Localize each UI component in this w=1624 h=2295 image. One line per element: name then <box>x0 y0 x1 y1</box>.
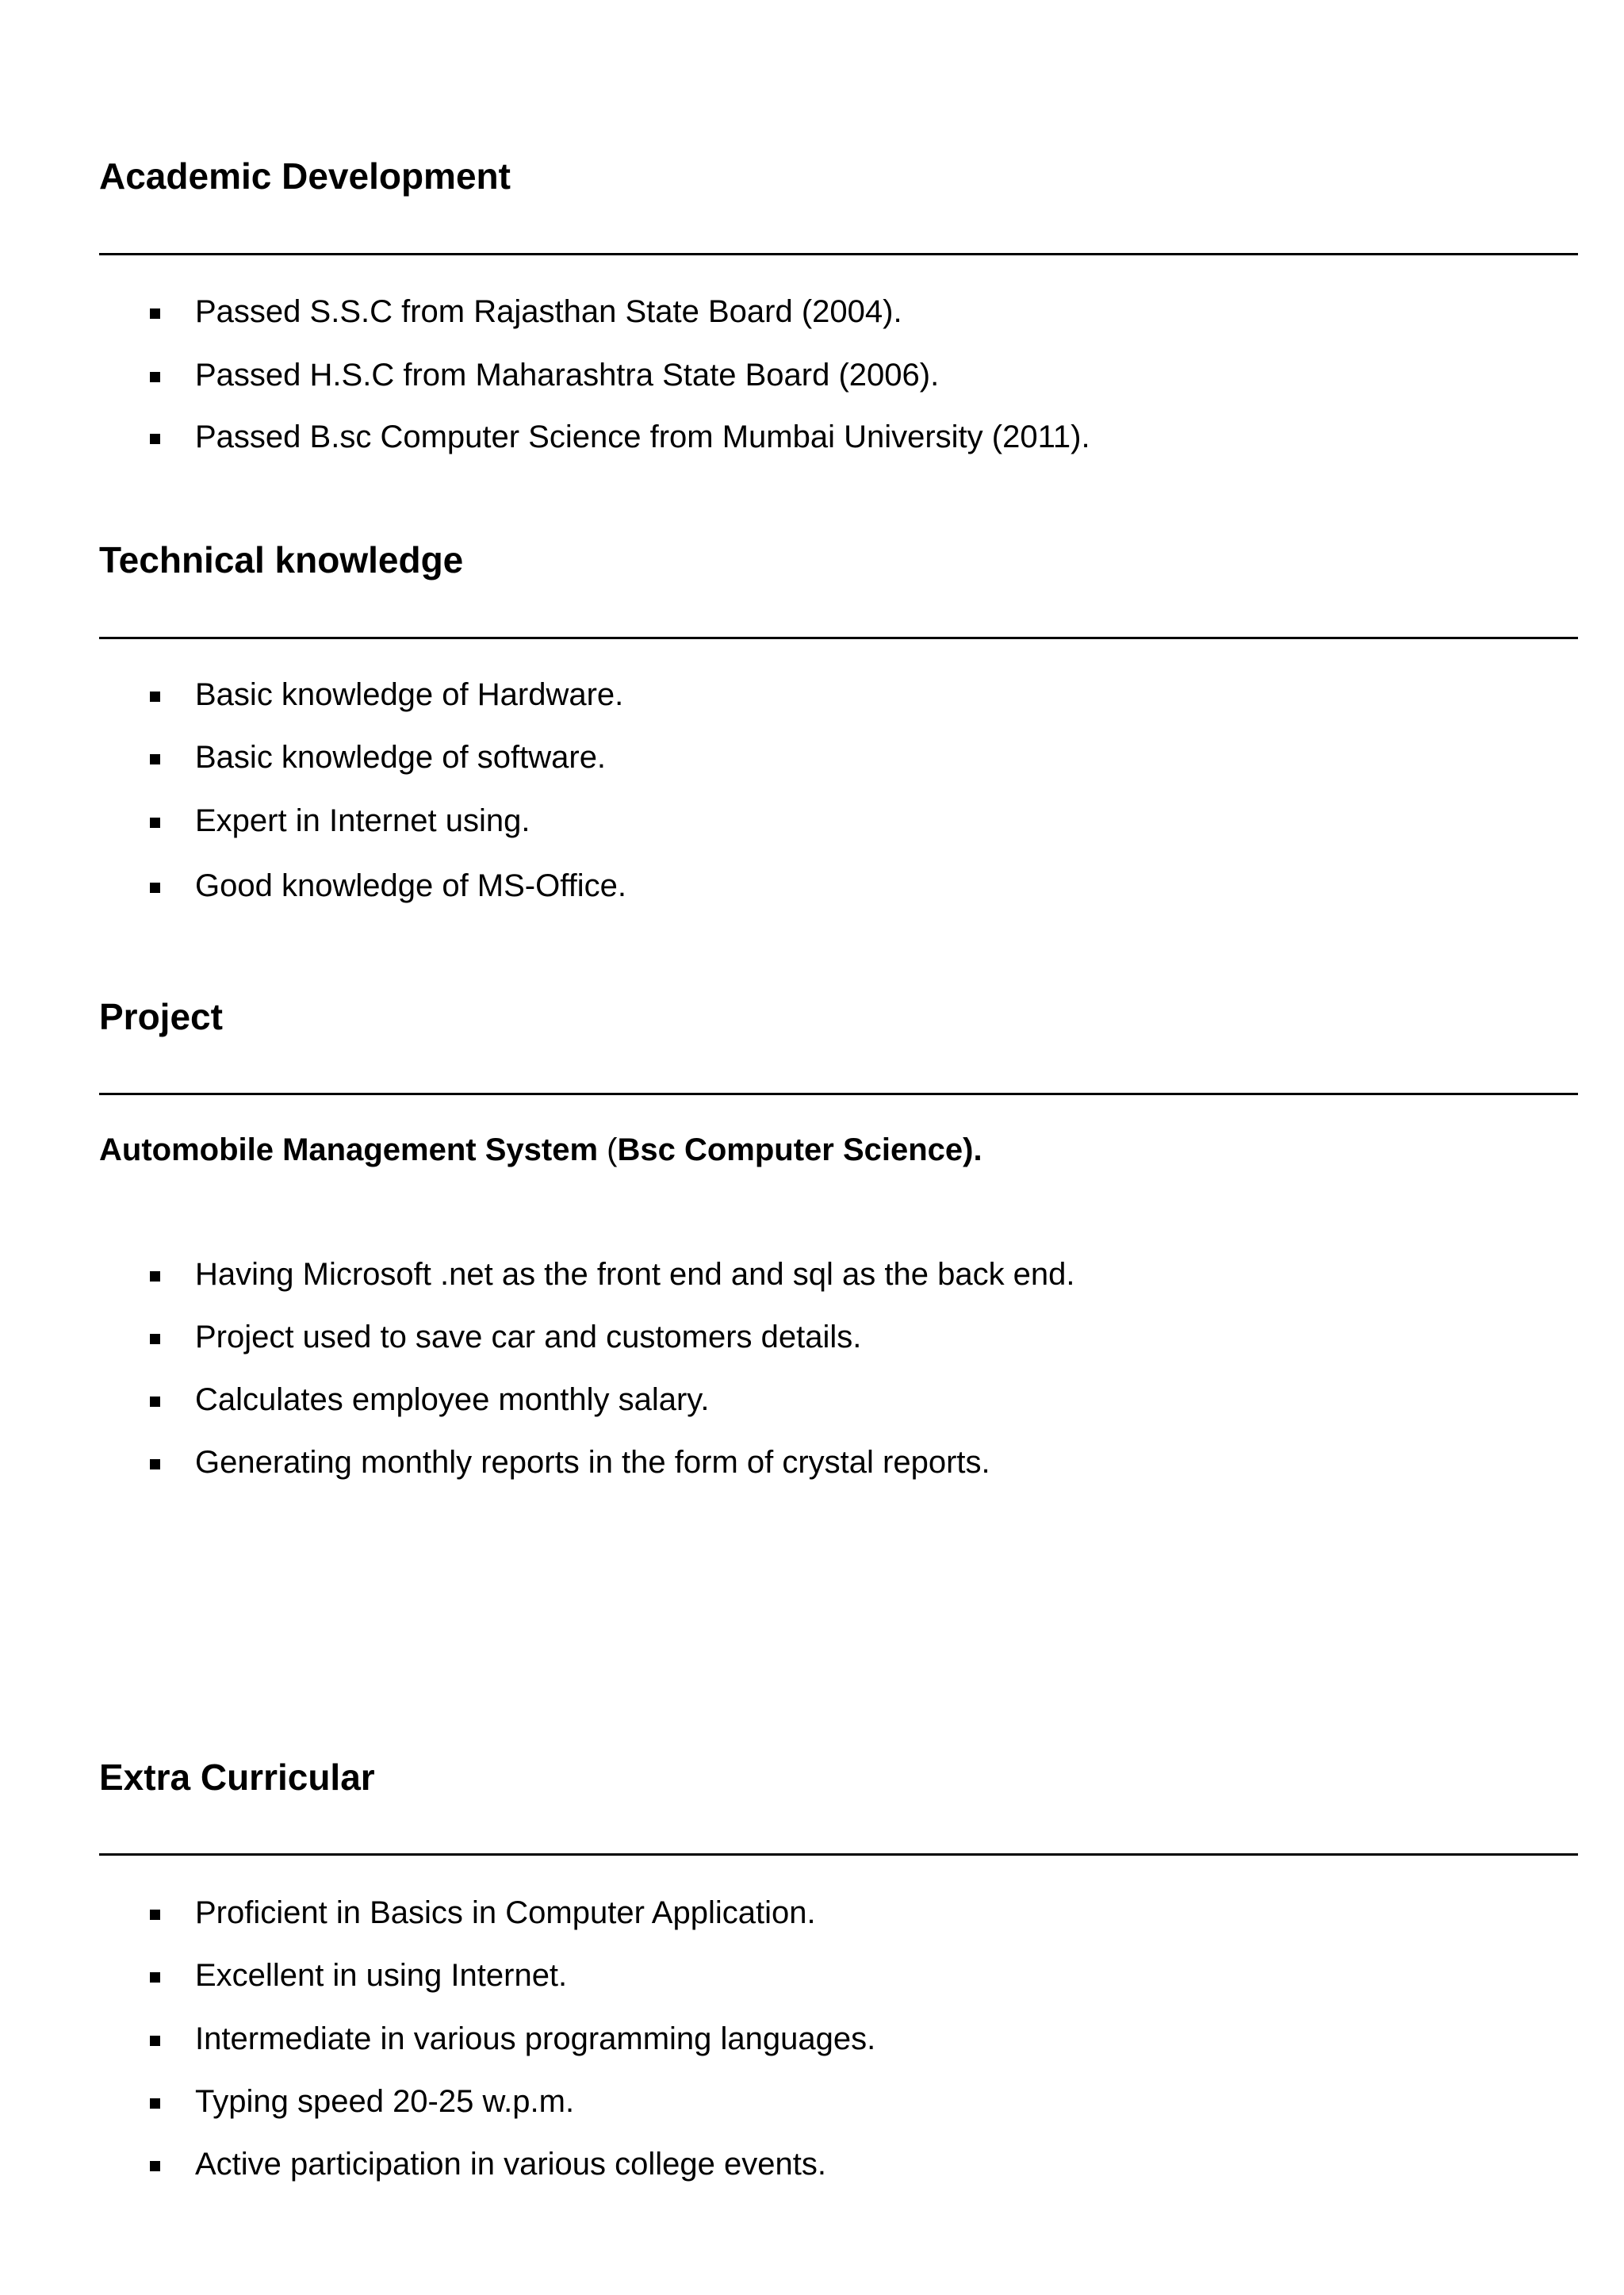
square-bullet-icon <box>150 692 160 702</box>
list-item: Typing speed 20-25 w.p.m. <box>0 2087 1624 2127</box>
section-heading-extracurricular: Extra Curricular <box>99 1757 375 1798</box>
list-item: Calculates employee monthly salary. <box>0 1385 1624 1425</box>
project-name: Automobile Management System <box>99 1132 599 1167</box>
square-bullet-icon <box>150 754 160 764</box>
list-item: Active participation in various college events. <box>0 2150 1624 2190</box>
square-bullet-icon <box>150 434 160 444</box>
square-bullet-icon <box>150 1459 160 1469</box>
list-item: Proficient in Basics in Computer Application. <box>0 1898 1624 1938</box>
square-bullet-icon <box>150 1397 160 1407</box>
square-bullet-icon <box>150 372 160 382</box>
list-item: Good knowledge of MS-Office. <box>0 872 1624 911</box>
project-title <box>99 1134 982 1166</box>
list-item: Excellent in using Internet. <box>0 1961 1624 2001</box>
list-item: Basic knowledge of software. <box>0 743 1624 783</box>
square-bullet-icon <box>150 883 160 893</box>
list-item: Having Microsoft .net as the front end and sql as the back end. <box>0 1260 1624 1300</box>
section-divider <box>99 253 1578 255</box>
square-bullet-icon <box>150 1271 160 1282</box>
section-divider <box>99 1853 1578 1856</box>
square-bullet-icon <box>150 818 160 828</box>
section-divider <box>99 1093 1578 1095</box>
square-bullet-icon <box>150 2098 160 2109</box>
list-item: Passed H.S.C from Maharashtra State Board (2006). <box>0 361 1624 400</box>
project-detail: Bsc Computer Science). <box>617 1132 982 1167</box>
square-bullet-icon <box>150 1334 160 1344</box>
square-bullet-icon <box>150 1972 160 1983</box>
section-heading-technical: Technical knowledge <box>99 539 464 580</box>
project-paren: ( <box>607 1132 618 1167</box>
square-bullet-icon <box>150 308 160 319</box>
square-bullet-icon <box>150 2161 160 2171</box>
list-item: Project used to save car and customers details. <box>0 1323 1624 1362</box>
list-item: Expert in Internet using. <box>0 807 1624 846</box>
square-bullet-icon <box>150 2036 160 2046</box>
list-item: Basic knowledge of Hardware. <box>0 680 1624 720</box>
list-item: Intermediate in various programming languages. <box>0 2025 1624 2064</box>
list-item: Passed B.sc Computer Science from Mumbai University (2011). <box>0 423 1624 462</box>
section-heading-academic: Academic Development <box>99 155 511 197</box>
list-item: Generating monthly reports in the form of crystal reports. <box>0 1448 1624 1488</box>
section-divider <box>99 637 1578 639</box>
square-bullet-icon <box>150 1910 160 1920</box>
list-item: Passed S.S.C from Rajasthan State Board (2004). <box>0 297 1624 337</box>
section-heading-project: Project <box>99 996 223 1037</box>
